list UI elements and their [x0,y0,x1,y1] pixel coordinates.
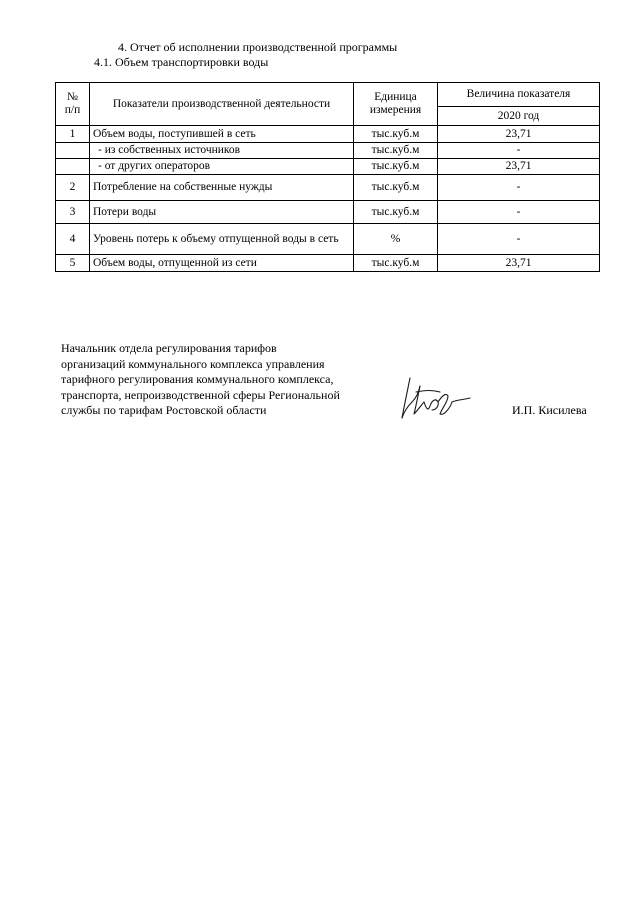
table-row [56,159,600,175]
row-indicator: Объем воды, отпущенной из сети [90,255,354,272]
row-value: 23,71 [438,255,600,272]
row-number: 3 [56,201,90,224]
handwritten-signature [396,372,476,429]
header-value-group: Величина показателя [438,83,600,107]
row-unit: тыс.куб.м [354,143,438,159]
table-row [56,255,600,272]
signer-position-line: Начальник отдела регулирования тарифов [61,341,277,355]
row-unit: тыс.куб.м [354,255,438,272]
table-row [56,143,600,159]
table-row [56,126,600,143]
row-unit: тыс.куб.м [354,201,438,224]
row-indicator: Потери воды [90,201,354,224]
row-indicator: - от других операторов [90,159,354,175]
signer-position-line: организаций коммунального комплекса управления [61,356,325,371]
table-row [56,201,600,224]
header-unit-line-2: измерения [369,104,422,116]
header-year: 2020 год [438,107,600,126]
row-indicator: Потребление на собственные нужды [90,175,354,201]
water-transport-table [55,82,600,272]
header-unit-line-1: Единица [374,91,417,103]
signer-position-line: тарифного регулирования коммунального комплекса, [61,372,334,386]
row-unit: % [354,224,438,255]
row-unit: тыс.куб.м [354,175,438,201]
row-unit: тыс.куб.м [354,126,438,143]
header-unit [354,83,438,126]
row-number: 1 [56,126,90,143]
header-number [56,83,90,126]
subsection-heading: 4.1. Объем транспортировки воды [94,55,269,69]
header-indicator: Показатели производственной деятельности [90,83,354,126]
row-number [56,143,90,159]
row-number: 2 [56,175,90,201]
row-number [56,159,90,175]
row-value: - [438,175,600,201]
row-value: 23,71 [438,159,600,175]
table-row [56,224,600,255]
row-number: 5 [56,255,90,272]
row-indicator: - из собственных источников [90,143,354,159]
row-value: - [438,224,600,255]
row-indicator: Уровень потерь к объему отпущенной воды в сеть [90,224,354,255]
signer-name: И.П. Кисилева [512,403,587,417]
header-number-line-1: № [67,91,78,103]
row-value: - [438,143,600,159]
signer-position-line: транспорта, непроизводственной сферы Региональной [61,387,340,402]
row-value: 23,71 [438,126,600,143]
row-value: - [438,201,600,224]
row-number: 4 [56,224,90,255]
signer-position-line: службы по тарифам Ростовской области [61,403,267,417]
row-unit: тыс.куб.м [354,159,438,175]
row-indicator: Объем воды, поступившей в сеть [90,126,354,143]
signer-position [61,341,381,419]
section-heading: 4. Отчет об исполнении производственной программы [118,40,398,54]
table-row [56,175,600,201]
header-number-line-2: п/п [64,104,81,116]
